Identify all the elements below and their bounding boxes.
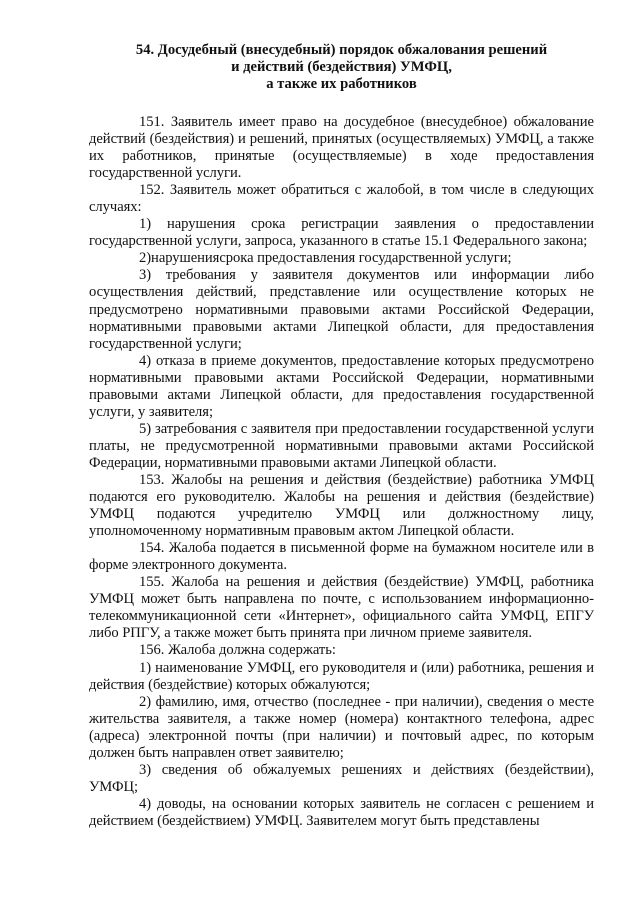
paragraph-156-item-4: 4) доводы, на основании которых заявитель не согласен с решением и действием (бездействием) УМФЦ. Заявителем могут быть представлены — [89, 795, 594, 829]
paragraph-154: 154. Жалоба подается в письменной форме на бумажном носителе или в форме электронного документа. — [89, 540, 594, 574]
section-heading — [89, 42, 594, 93]
paragraph-156: 156. Жалоба должна содержать: — [139, 642, 336, 659]
heading-line-2: и действий (бездействия) УМФЦ, — [231, 59, 452, 75]
paragraph-156-item-2: 2) фамилию, имя, отчество (последнее - при наличии), сведения о месте жительства заявителя, а также номер (номера) контактного телефона, адрес (адреса) электронной почты (при наличии) и почтовый адрес, по которым должен быть направлен ответ заявителю; — [89, 693, 594, 761]
paragraph-152-item-3: 3) требования у заявителя документов или информации либо осуществления действий, представление или осуществление которых не предусмотрено нормативными правовыми актами Российской Федерации, нормативными правовыми актами Липецкой области, для предоставления государственной услуги; — [89, 267, 594, 352]
paragraph-156-item-3: 3) сведения об обжалуемых решениях и действиях (бездействии), УМФЦ; — [89, 761, 594, 795]
paragraph-151: 151. Заявитель имеет право на досудебное (внесудебное) обжалование действий (бездействия) и решений, принятых (осуществляемых) УМФЦ, а также их работников, принятые (осуществляемые) в ходе предоставления государственной услуги. — [89, 114, 594, 182]
heading-line-1: 54. Досудебный (внесудебный) порядок обжалования решений — [135, 42, 548, 58]
paragraph-152-item-5: 5) затребования с заявителя при предоставлении государственной услуги платы, не предусмотренной нормативными правовыми актами Российской Федерации, нормативными правовыми актами Липецкой области. — [89, 420, 594, 471]
paragraph-152-item-1: 1) нарушения срока регистрации заявления о предоставлении государственной услуги, запроса, указанного в статье 15.1 Федерального закона; — [89, 216, 594, 250]
paragraph-152-item-4: 4) отказа в приеме документов, предоставление которых предусмотрено нормативными правовыми актами Российской Федерации, нормативными правовыми актами Липецкой области, для предоставления государственной услуги, у заявителя; — [89, 352, 594, 420]
paragraph-152-item-2: 2)нарушениясрока предоставления государственной услуги; — [139, 250, 512, 267]
heading-line-3: а также их работников — [266, 76, 417, 92]
paragraph-156-item-1: 1) наименование УМФЦ, его руководителя и (или) работника, решения и действия (бездействие) которых обжалуются; — [89, 659, 594, 693]
paragraph-153: 153. Жалобы на решения и действия (бездействие) работника УМФЦ подаются его руководителю. Жалобы на решения и действия (бездействие) УМФЦ подаются учредителю УМФЦ или должностному лицу, уполномоченному нормативным правовым актом Липецкой области. — [89, 471, 594, 540]
document-page — [89, 42, 594, 830]
paragraph-155: 155. Жалоба на решения и действия (бездействие) УМФЦ, работника УМФЦ может быть направлена по почте, с использованием информационно-телекоммуникационной сети «Интернет», официального сайта УМФЦ, ЕПГУ либо РПГУ, а также может быть принята при личном приеме заявителя. — [89, 574, 594, 642]
paragraph-152: 152. Заявитель может обратиться с жалобой, в том числе в следующих случаях: — [89, 182, 594, 216]
